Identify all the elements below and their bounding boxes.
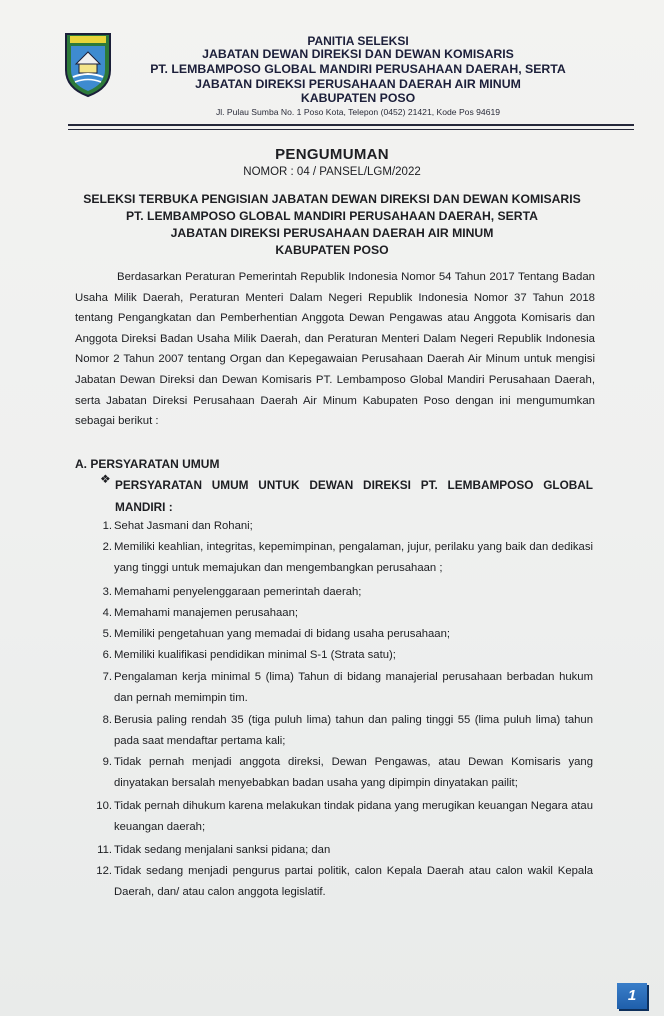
list-item-number: 7. (102, 671, 112, 683)
page-number-badge: 1 (617, 983, 647, 1009)
letterhead-line-3: PT. LEMBAMPOSO GLOBAL MANDIRI PERUSAHAAN DAERAH, SERTA (150, 62, 566, 76)
list-item (90, 752, 593, 793)
announcement-title: PENGUMUMAN (275, 146, 389, 163)
letterhead-divider-thick (68, 124, 634, 126)
list-item-number: 10. (96, 800, 112, 812)
intro-paragraph: Berdasarkan Peraturan Pemerintah Republik Indonesia Nomor 54 Tahun 2017 Tentang Badan Usaha Milik Daerah, Peraturan Menteri Dalam Negeri Republik Indonesia Nomor 37 Tahun 2018 tentang Pengangkatan dan Pemberhentian Anggota Dewan Pengawas atau Anggota Komisaris dan Anggota Direksi Badan Usaha Milik Daerah, dan Peraturan Menteri Dalam Negeri Republik Indonesia Nomor 2 Tahun 2007 tentang Organ dan Kepegawaian Perusahaan Daerah Air Minum untuk mengisi Jabatan Dewan Direksi dan Dewan Komisaris PT. Lembamposo Global Mandiri Perusahaan Daerah, serta Jabatan Direksi Perusahaan Daerah Air Minum Kabupaten Poso dengan ini mengumumkan sebagai berikut : (75, 271, 595, 428)
list-item-text: Memiliki kualifikasi pendidikan minimal S-1 (Strata satu); (114, 649, 396, 661)
list-item-text: Tidak pernah menjadi anggota direksi, Dewan Pengawas, atau Dewan Komisaris yang dinyatakan bersalah menyebabkan badan usaha yang dipimpin dinyatakan pailit; (114, 756, 593, 789)
list-item (90, 582, 593, 603)
announcement-subject-line-2: PT. LEMBAMPOSO GLOBAL MANDIRI PERUSAHAAN DAERAH, SERTA (126, 209, 538, 223)
list-item-number: 5. (102, 628, 112, 640)
announcement-subject-line-1: SELEKSI TERBUKA PENGISIAN JABATAN DEWAN DIREKSI DAN DEWAN KOMISARIS (83, 192, 581, 206)
list-item-text: Tidak sedang menjadi pengurus partai politik, calon Kepala Daerah atau calon wakil Kepala Daerah, dan/ atau calon anggota legislatif. (114, 865, 593, 898)
list-item (90, 645, 593, 666)
list-item (90, 603, 593, 624)
list-item-text: Tidak sedang menjalani sanksi pidana; dan (114, 844, 331, 856)
list-item-number: 8. (102, 714, 112, 726)
list-item (90, 624, 593, 645)
list-item-number: 3. (102, 586, 112, 598)
list-item (90, 537, 593, 578)
list-item-text: Berusia paling rendah 35 (tiga puluh lima) tahun dan paling tinggi 55 (lima puluh lima) tahun pada saat mendaftar pertama kali; (114, 714, 593, 747)
list-item (90, 710, 593, 751)
announcement-subject-line-4: KABUPATEN POSO (275, 243, 389, 257)
letterhead-line-5: KABUPATEN POSO (300, 91, 416, 105)
list-item-text: Memahami manajemen perusahaan; (114, 607, 298, 619)
list-item (90, 840, 593, 861)
list-item-text: Tidak pernah dihukum karena melakukan tindak pidana yang merugikan keuangan Negara atau keuangan daerah; (114, 800, 593, 833)
list-item (90, 796, 593, 837)
letterhead-line-1: PANITIA SELEKSI (307, 34, 409, 48)
announcement-number: NOMOR : 04 / PANSEL/LGM/2022 (243, 166, 421, 178)
section-a-subheading: PERSYARATAN UMUM UNTUK DEWAN DIREKSI PT. LEMBAMPOSO GLOBAL MANDIRI : (115, 478, 593, 514)
section-a-heading: A. PERSYARATAN UMUM (75, 457, 220, 471)
list-item-number: 1. (102, 520, 112, 532)
list-item-number: 11. (97, 844, 112, 856)
list-item-text: Sehat Jasmani dan Rohani; (114, 520, 253, 532)
list-item-text: Memahami penyelenggaraan pemerintah daerah; (114, 586, 362, 598)
list-item-text: Memiliki pengetahuan yang memadai di bidang usaha perusahaan; (114, 628, 450, 640)
diamond-bullet-icon: ❖ (100, 472, 111, 486)
list-item-number: 4. (102, 607, 112, 619)
list-item (90, 667, 593, 708)
list-item-number: 2. (102, 541, 112, 553)
list-item-text: Pengalaman kerja minimal 5 (lima) Tahun di bidang manajerial perusahaan berbadan hukum dan pernah memimpin tim. (114, 671, 593, 704)
list-item-number: 6. (102, 649, 112, 661)
letterhead-line-4: JABATAN DIREKSI PERUSAHAAN DAERAH AIR MINUM (195, 77, 521, 91)
letterhead-address: Jl. Pulau Sumba No. 1 Poso Kota, Telepon (0452) 21421, Kode Pos 94619 (215, 107, 501, 117)
list-item (90, 861, 593, 902)
list-item-text: Memiliki keahlian, integritas, kepemimpinan, pengalaman, jujur, perilaku yang baik dan dedikasi yang tinggi untuk memajukan dan mengembangkan perusahaan ; (114, 541, 593, 574)
list-item-number: 12. (96, 865, 112, 877)
list-item-number: 9. (102, 756, 112, 768)
letterhead-line-2: JABATAN DEWAN DIREKSI DAN DEWAN KOMISARIS (202, 47, 514, 61)
list-item (90, 516, 593, 537)
letterhead-divider-thin (68, 129, 634, 130)
kabupaten-poso-emblem-icon (62, 30, 114, 98)
announcement-subject-line-3: JABATAN DIREKSI PERUSAHAAN DAERAH AIR MINUM (170, 226, 494, 240)
